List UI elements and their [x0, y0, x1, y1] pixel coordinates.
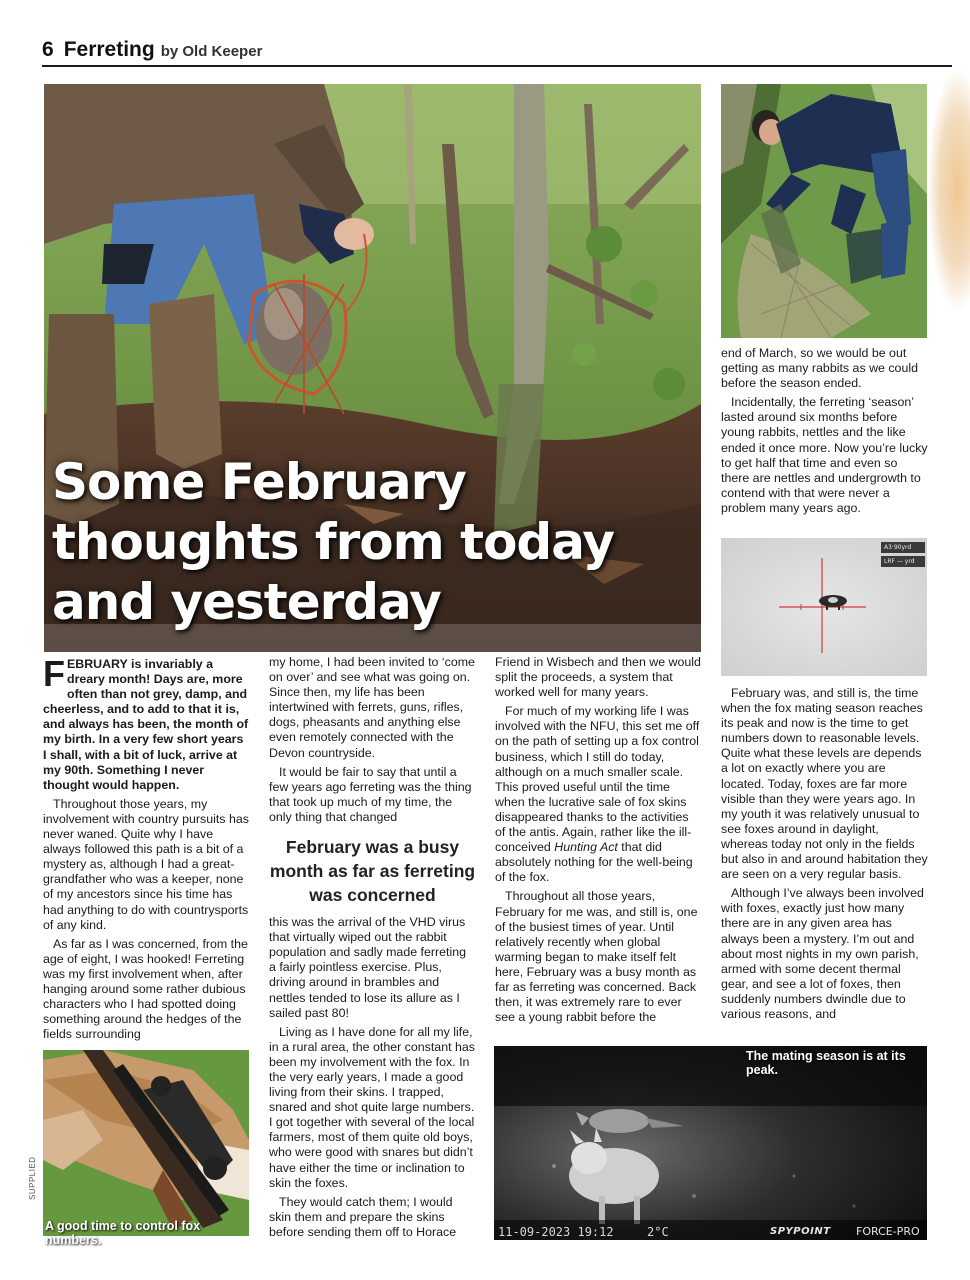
body-paragraph: As far as I was concerned, from the age of eight, I was hooked! Ferreting was my first involvement when, after hanging around some rather dubious characters who I had spotted doing something around the hedges of the fields surrounding [43, 936, 248, 1042]
column-4-top [721, 346, 928, 520]
body-paragraph: this was the arrival of the VHD virus that virtually wiped out the rabbit population and sadly made ferreting a fairly pointless exercise. Plus, driving around in brambles and nettles tended to lose its allure as I sailed past 80! [269, 915, 467, 1020]
mating-caption: The mating season is at its peak. [746, 1049, 906, 1077]
headline [52, 452, 692, 632]
body-paragraph: Friend in Wisbech and then we would split the proceeds, a system that worked well for many years. [495, 655, 701, 700]
scope-overlay [881, 542, 925, 567]
column-3 [495, 655, 702, 1029]
scope-photo [721, 538, 927, 676]
body-paragraph: Incidentally, the ferreting ‘season’ lasted around six months before young rabbits, nettles and the like ended it once more. Now you’re lucky to get half that time and even so there are nettles and undergrowth to contend with that were never a problem many years ago. [721, 395, 928, 515]
trail-cam-model: FORCE-PRO [856, 1225, 920, 1238]
column-1 [43, 653, 250, 1046]
trail-cam-timestamp: 11-09-2023 19:12 [498, 1225, 614, 1239]
netting-photo [721, 84, 927, 338]
fox-rifle-photo-art [43, 1050, 249, 1236]
trail-cam-brand: SPYPOINT [770, 1226, 831, 1237]
body-paragraph: Throughout those years, my involvement with country pursuits has never waned. Quite why I have always followed this path is a bit of a mystery as, although I had a great-grandfather who was a keeper, none of my ancestors since his time has had anything to do with countrysports of any kind. [43, 796, 249, 932]
leaf-decoration [928, 70, 970, 310]
body-paragraph: It would be fair to say that until a few years ago ferreting was the thing that took up much of my time, the only thing that changed [269, 764, 472, 824]
byline: by Old Keeper [160, 43, 263, 60]
body-paragraph: my home, I had been invited to ‘come on over’ and see what was going on. Since then, my life has been intertwined with ferrets, guns, rifles, dogs, pheasants and anything else even remotely connected with the Devon countryside. [269, 655, 475, 760]
trail-cam-photo [494, 1046, 927, 1240]
body-text: For much of my working life I was involved with the NFU, this set me off on the path of setting up a fox control business, which I still do today, although on a much smaller scale. This proved useful until the time when the lucrative sale of fox skins disappeared thanks to the activities of the antis. Again, rather like the ill-conceived [495, 704, 700, 855]
subheading: February was a busy month as far as ferreting was concerned [269, 837, 476, 906]
section-title: Ferreting [63, 38, 155, 61]
body-paragraph: Living as I have done for all my life, in a rural area, the other constant has been my involvement with the fox. In the very early years, I made a good living from their skins. I trapped, snared and shot quite large numbers. I got together with several of the local farmers, most of them quite old boys, who were good with snares but didn’t have either the time or inclination to skin the foxes. [269, 1024, 475, 1190]
body-paragraph: February was, and still is, the time when the fox mating season reaches its peak and now is the time to get numbers down to reasonable levels. Quite what these levels are depends a lot on exactly where you are located. Today, foxes are far more visible than they were years ago. In my youth it was relatively unusual to see foxes around in daylight, whereas today not only in the fields but also in and around habitation they are seen on a very regular basis. [721, 686, 928, 882]
column-2 [269, 655, 476, 1244]
body-paragraph: They would catch them; I would skin them and prepare the skins before sending them off to Horace [269, 1194, 457, 1239]
page-header [42, 38, 262, 64]
headline-line: Some February [52, 453, 466, 511]
body-text: that did absolutely nothing for the well-being of the fox. [495, 840, 693, 885]
fox-rifle-photo [43, 1050, 249, 1247]
body-paragraph: end of March, so we would be out getting as many rabbits as we could before the season ended. [721, 346, 918, 391]
scope-overlay-line: A3·90yrd [881, 542, 925, 553]
netting-photo-art [721, 84, 927, 338]
headline-line: and yesterday [52, 573, 441, 631]
photo-credit: SUPPLIED [28, 1156, 37, 1200]
drop-cap: F [43, 653, 65, 694]
lead-paragraph [43, 653, 250, 793]
body-paragraph [495, 704, 702, 885]
fox-rifle-caption: A good time to control fox numbers. [45, 1219, 201, 1247]
page-number: 6 [42, 38, 54, 61]
lead-text: EBRUARY is invariably a dreary month! Days are, more often than not grey, damp, and cheerless, and to add to that it is, and always has been, the month of my birth. In a very few short years I shall, with a bit of luck, arrive at my 90th. Something I never thought would happen. [43, 657, 249, 792]
act-title: Hunting Act [554, 840, 618, 855]
headline-line: thoughts from today [52, 513, 615, 571]
body-paragraph: Throughout all those years, February for me was, and still is, one of the busiest times of year. Until relatively recently when global warming began to make itself felt here, February was a busy month as far as ferreting was concerned. Back then, it was extremely rare to ever see a young rabbit before the [495, 889, 698, 1025]
scope-overlay-line: LRF — yrd [881, 556, 925, 567]
trail-cam-temperature: 2°C [647, 1225, 669, 1239]
body-paragraph: Although I’ve always been involved with foxes, exactly just how many there are in any given area has always been a mystery. I’m out and about most nights in my own parish, armed with some decent thermal gear, and see a lot of foxes, then suddenly numbers dwindle due to various reasons, and [721, 886, 924, 1021]
header-rule [42, 65, 952, 67]
column-4-bottom [721, 686, 928, 1026]
